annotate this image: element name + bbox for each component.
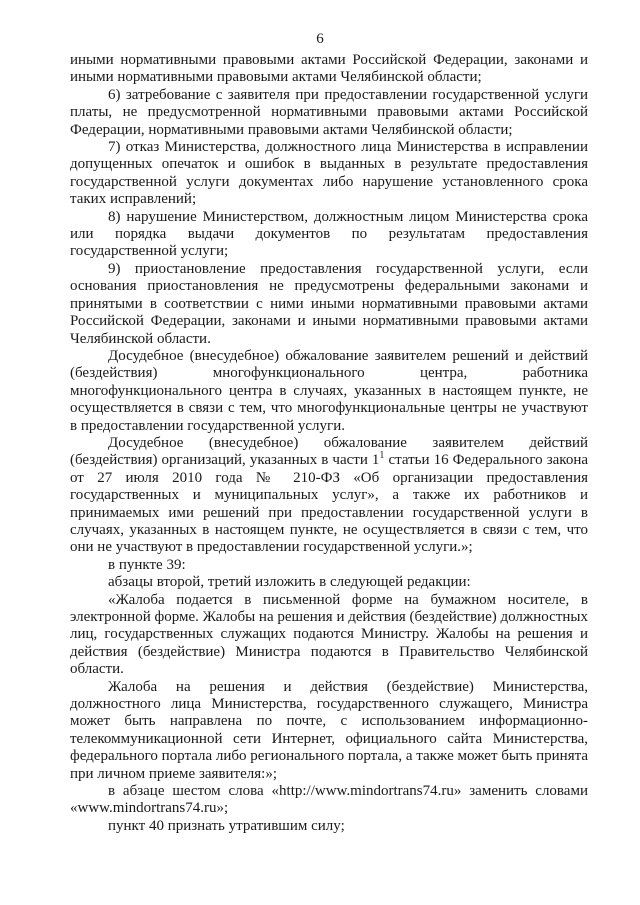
paragraph-item-7: 7) отказ Министерства, должностного лица Министерства в исправлении допущенных опечаток и ошибок в выданных в результате предоставления государственной услуги документах либо нарушение установленного срока таких исправлений; (70, 139, 588, 208)
paragraph-complaint-channels: Жалоба на решения и действия (бездействие) Министерства, должностного лица Министерства, государственного служащего, Министра может быть направлена по почте, с использованием информационно-телекоммуникационной сети Интернет, официального сайта Министерства, федерального портала либо регионального портала, а также может быть принята при личном приеме заявителя:»; (70, 678, 588, 782)
paragraph-new-wording-intro: абзацы второй, третий изложить в следующей редакции: (108, 574, 471, 591)
paragraph-organizations-appeal (70, 435, 588, 557)
paragraph-item-6: 6) затребование с заявителя при предоставлении государственной услуги платы, не предусмотренной нормативными правовыми актами Российской Федерации, нормативными правовыми актами Челябинской области; (70, 86, 588, 138)
paragraph-url-replacement: в абзаце шестом слова «http://www.mindortrans74.ru» заменить словами «www.mindortrans74.ru»; (70, 783, 588, 817)
footnote-superscript: 1 (379, 450, 385, 462)
paragraph-organizations-appeal-part2: статьи 16 Федерального закона от 27 июля 2010 года № 210-ФЗ «Об организации предоставления государственных и муниципальных услуг», а также их работников и принимаемых ими решений при предоставлении государственной услуги в случаях, указанных в настоящем пункте, не осуществляется в связи с тем, что они не участвуют в предоставлении государственной услуги.»; (70, 452, 589, 556)
paragraph-point-40: пункт 40 признать утратившим силу; (108, 817, 345, 834)
paragraph-point-39: в пункте 39: (108, 556, 186, 573)
paragraph-organizations-appeal-part1: Досудебное (внесудебное) обжалование заявителем действий (бездействия) организаций, указанных в части 1 (70, 434, 588, 469)
paragraph-complaint-form: «Жалоба подается в письменной форме на бумажном носителе, в электронной форме. Жалобы на решения и действия (бездействие) должностных лиц, государственных служащих подаются Министру. Жалобы на решения и действия (бездействие) Министра подаются в Правительство Челябинской области. (70, 591, 588, 678)
page-number: 6 (316, 31, 324, 47)
paragraph-continuation: иными нормативными правовыми актами Российской Федерации, законами и иными нормативными правовыми актами Челябинской области; (70, 52, 588, 86)
paragraph-item-9: 9) приостановление предоставления государственной услуги, если основания приостановления не предусмотрены федеральными законами и принятыми в соответствии с ними иными нормативными правовыми актами Российской Федерации, законами и иными нормативными правовыми актами Челябинской области. (70, 260, 588, 347)
document-body (70, 52, 588, 835)
paragraph-mfc-appeal: Досудебное (внесудебное) обжалование заявителем решений и действий (бездействия) многофункционального центра, работника многофункционального центра в случаях, указанных в настоящем пункте, не осуществляется в связи с тем, что многофункциональные центры не участвуют в предоставлении государственной услуги. (70, 347, 588, 434)
paragraph-item-8: 8) нарушение Министерством, должностным лицом Министерства срока или порядка выдачи документов по результатам предоставления государственной услуги; (70, 208, 588, 260)
